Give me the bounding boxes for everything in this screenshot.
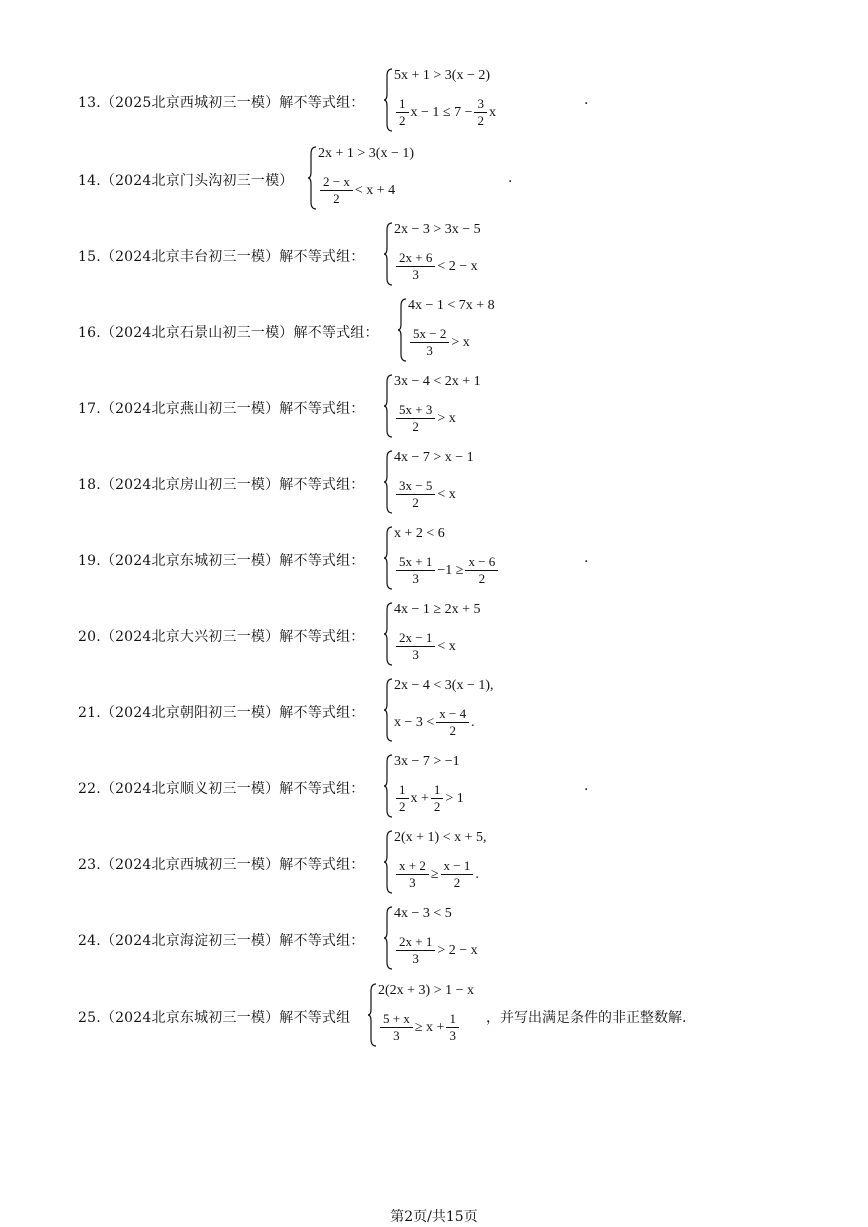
- fraction-numerator: 1: [396, 96, 409, 113]
- fraction: [396, 554, 435, 587]
- fraction: [396, 858, 429, 891]
- line2-text: < x: [437, 638, 456, 654]
- inequality-line-2: [378, 1011, 461, 1044]
- problem-label: [78, 92, 365, 112]
- problem-tail: .: [584, 778, 589, 794]
- problem-number: 25.: [78, 1010, 101, 1026]
- problem-label: [78, 778, 365, 798]
- line2-text: ≥ x +: [414, 1019, 445, 1035]
- problem-source: （2024北京丰台初三一模）解不等式组：: [100, 249, 365, 265]
- left-brace: [384, 906, 394, 970]
- inequality-line-1: 4x − 1 ≥ 2x + 5: [394, 602, 481, 617]
- fraction: [380, 1011, 413, 1044]
- inequality-line-2: [408, 326, 470, 359]
- inequality-line-1: 4x − 7 > x − 1: [394, 450, 474, 465]
- inequality-line-1: 3x − 4 < 2x + 1: [394, 374, 481, 389]
- problem-label: [78, 170, 294, 190]
- fraction-numerator: 1: [431, 782, 444, 799]
- fraction-numerator: 5x − 2: [410, 326, 449, 343]
- problem-item: [78, 374, 838, 438]
- left-brace: [384, 678, 394, 742]
- left-brace: [384, 374, 394, 438]
- problem-source: （2024北京门头沟初三一模）: [100, 173, 294, 189]
- fraction-denominator: 2: [478, 571, 486, 586]
- fraction: [410, 326, 449, 359]
- line2-text: > x: [437, 410, 456, 426]
- fraction-numerator: 2x + 6: [396, 250, 435, 267]
- inequality-line-2: [394, 402, 456, 435]
- fraction-numerator: x − 6: [465, 554, 498, 571]
- problem-label: [78, 626, 365, 646]
- inequality-line-2: [394, 250, 478, 283]
- inequality-line-1: 3x − 7 > −1: [394, 754, 460, 769]
- inequality-line-1: 2x − 4 < 3(x − 1),: [394, 678, 494, 693]
- fraction: [436, 706, 469, 739]
- fraction-numerator: 1: [446, 1011, 459, 1028]
- line2-text: < x: [437, 486, 456, 502]
- fraction-numerator: x − 4: [436, 706, 469, 723]
- left-brace: [384, 450, 394, 514]
- inequality-line-1: 2x − 3 > 3x − 5: [394, 222, 481, 237]
- problem-number: 17.: [78, 401, 101, 417]
- inequality-line-1: 2(x + 1) < x + 5,: [394, 830, 487, 845]
- fraction-numerator: 3x − 5: [396, 478, 435, 495]
- inequality-line-2: [318, 174, 395, 207]
- fraction-numerator: 2x − 1: [396, 630, 435, 647]
- problem-label: [78, 322, 379, 342]
- problem-source: （2025北京西城初三一模）解不等式组：: [100, 95, 365, 111]
- line2-text: < x + 4: [354, 182, 396, 198]
- left-brace: [384, 68, 394, 132]
- line2-suffix: .: [475, 866, 479, 882]
- line2-text: x − 1 ≤ 7 −: [410, 104, 473, 120]
- inequality-line-2: [394, 554, 500, 587]
- fraction-denominator: 2: [412, 495, 419, 510]
- fraction-numerator: 2x + 1: [396, 934, 435, 951]
- problem-label: [78, 930, 365, 950]
- left-brace: [384, 754, 394, 818]
- left-brace: [308, 146, 318, 210]
- fraction: [396, 934, 435, 967]
- fraction-denominator: 2: [449, 723, 456, 738]
- line2-prefix: x − 3 <: [394, 714, 435, 730]
- fraction: [396, 630, 435, 663]
- fraction-denominator: 3: [393, 1028, 400, 1043]
- inequality-line-2: [394, 96, 496, 129]
- problem-tail: .: [584, 92, 589, 108]
- fraction: [441, 858, 474, 891]
- fraction-denominator: 2: [453, 875, 461, 890]
- line2-suffix: x: [488, 104, 496, 120]
- inequality-line-1: 2(2x + 3) > 1 − x: [378, 983, 475, 998]
- fraction-numerator: 5 + x: [380, 1011, 413, 1028]
- fraction-denominator: 3: [412, 951, 419, 966]
- problem-source: （2024北京石景山初三一模）解不等式组：: [100, 325, 379, 341]
- problem-label: [78, 550, 365, 570]
- problem-tail: ，并写出满足条件的非正整数解.: [486, 1010, 687, 1026]
- inequality-line-1: x + 2 < 6: [394, 526, 445, 541]
- problem-source: （2024北京朝阳初三一模）解不等式组：: [100, 705, 365, 721]
- fraction-denominator: 3: [412, 647, 419, 662]
- fraction-denominator: 3: [412, 267, 419, 282]
- line2-text: x +: [410, 790, 429, 806]
- problem-item: [78, 146, 838, 210]
- inequality-line-2: [394, 782, 464, 815]
- problem-item: [78, 754, 838, 818]
- line2-text: .: [471, 714, 475, 730]
- problem-item: [78, 222, 838, 286]
- fraction-numerator: 2 − x: [320, 174, 353, 191]
- problem-source: （2024北京顺义初三一模）解不等式组：: [100, 781, 365, 797]
- fraction-denominator: 2: [399, 113, 406, 128]
- problem-label: [78, 246, 365, 266]
- problem-item: [78, 906, 838, 970]
- fraction: [474, 96, 487, 129]
- left-brace: [368, 983, 378, 1047]
- inequality-line-1: 4x − 1 < 7x + 8: [408, 298, 495, 313]
- line2-text: < 2 − x: [437, 258, 478, 274]
- problem-item: [78, 298, 838, 362]
- fraction-denominator: 2: [399, 799, 406, 814]
- fraction: [396, 250, 435, 283]
- problem-number: 23.: [78, 857, 101, 873]
- fraction: [446, 1011, 459, 1044]
- inequality-line-1: 2x + 1 > 3(x − 1): [318, 146, 415, 161]
- fraction-numerator: x + 2: [396, 858, 429, 875]
- problem-tail: .: [508, 170, 513, 186]
- fraction-numerator: 3: [474, 96, 487, 113]
- fraction-numerator: 5x + 1: [396, 554, 435, 571]
- problem-item: [78, 602, 838, 666]
- inequality-line-1: 4x − 3 < 5: [394, 906, 452, 921]
- problem-number: 16.: [78, 325, 101, 341]
- fraction-denominator: 2: [412, 419, 419, 434]
- fraction-denominator: 3: [426, 343, 433, 358]
- line2-text: −1 ≥: [437, 562, 464, 578]
- fraction-numerator: 1: [396, 782, 409, 799]
- problem-label: [78, 1007, 350, 1027]
- fraction: [320, 174, 353, 207]
- problem-source: （2024北京东城初三一模）解不等式组：: [100, 553, 365, 569]
- fraction-denominator: 2: [433, 799, 441, 814]
- problem-source: （2024北京燕山初三一模）解不等式组：: [100, 401, 365, 417]
- fraction: [396, 96, 409, 129]
- problem-item: [78, 450, 838, 514]
- problem-item: [78, 678, 838, 742]
- fraction: [431, 782, 444, 815]
- problem-number: 14.: [78, 173, 101, 189]
- problem-number: 18.: [78, 477, 101, 493]
- line2-text: > x: [451, 334, 470, 350]
- fraction-denominator: 3: [409, 875, 416, 890]
- problem-label: [78, 474, 365, 494]
- line2-text: ≥: [430, 866, 439, 882]
- fraction-denominator: 2: [477, 113, 484, 128]
- problem-number: 19.: [78, 553, 101, 569]
- fraction-denominator: 2: [333, 191, 340, 206]
- problem-source: （2024北京西城初三一模）解不等式组：: [100, 857, 365, 873]
- fraction-numerator: 5x + 3: [396, 402, 435, 419]
- left-brace: [384, 602, 394, 666]
- problem-number: 15.: [78, 249, 101, 265]
- problem-item: [78, 983, 838, 1047]
- problem-label: [78, 854, 365, 874]
- problem-number: 13.: [78, 95, 101, 111]
- problem-tail: .: [584, 550, 589, 566]
- left-brace: [398, 298, 408, 362]
- fraction-denominator: 3: [412, 571, 419, 586]
- page-footer: 第2页/共15页: [390, 1209, 478, 1225]
- problem-source: （2024北京大兴初三一模）解不等式组：: [100, 629, 365, 645]
- problem-number: 21.: [78, 705, 101, 721]
- problem-source: （2024北京东城初三一模）解不等式组: [100, 1010, 351, 1026]
- problem-label: [78, 398, 365, 418]
- problem-source: （2024北京房山初三一模）解不等式组：: [100, 477, 365, 493]
- fraction: [396, 478, 435, 511]
- problem-number: 20.: [78, 629, 101, 645]
- inequality-line-2: [394, 630, 456, 663]
- left-brace: [384, 526, 394, 590]
- fraction-numerator: x − 1: [441, 858, 474, 875]
- fraction: [396, 402, 435, 435]
- inequality-line-2: [394, 706, 475, 739]
- problem-number: 24.: [78, 933, 101, 949]
- fraction-denominator: 3: [449, 1028, 456, 1043]
- problem-item: [78, 830, 838, 894]
- inequality-line-2: [394, 934, 478, 967]
- line2-suffix: > 1: [445, 790, 464, 806]
- line2-text: > 2 − x: [437, 942, 478, 958]
- inequality-line-1: 5x + 1 > 3(x − 2): [394, 68, 491, 83]
- problem-source: （2024北京海淀初三一模）解不等式组：: [100, 933, 365, 949]
- problem-label: [78, 702, 365, 722]
- fraction: [396, 782, 409, 815]
- left-brace: [384, 222, 394, 286]
- fraction: [465, 554, 498, 587]
- inequality-line-2: [394, 858, 479, 891]
- inequality-line-2: [394, 478, 456, 511]
- left-brace: [384, 830, 394, 894]
- problem-item: [78, 68, 838, 132]
- problem-item: [78, 526, 838, 590]
- problem-number: 22.: [78, 781, 101, 797]
